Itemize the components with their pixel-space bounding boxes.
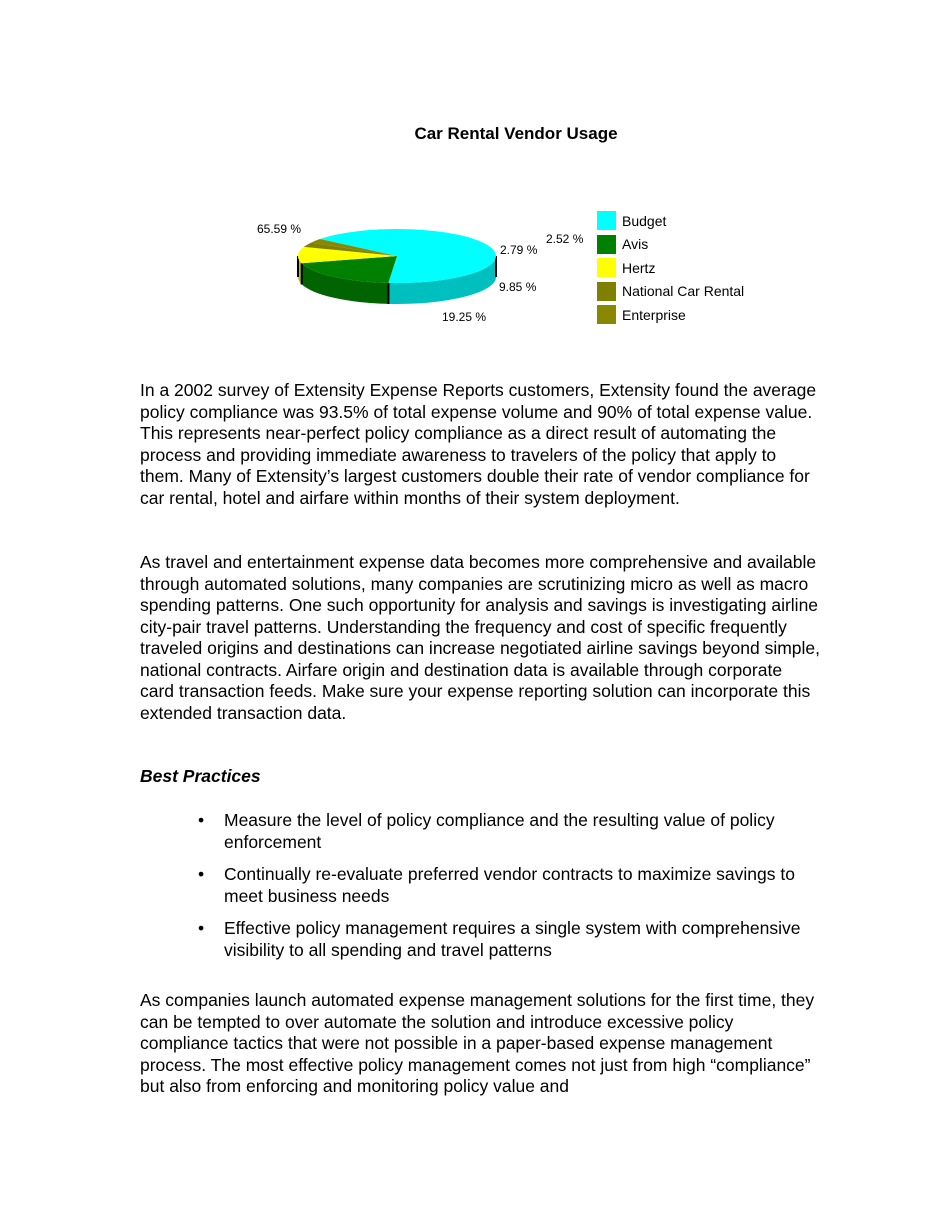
best-practices-heading: Best Practices xyxy=(140,766,261,786)
best-practices-list xyxy=(140,810,830,972)
data-label-enterprise: 2.52 % xyxy=(546,232,584,246)
paragraph-spending-patterns: As travel and entertainment expense data becomes more comprehensive and available through automated solutions, many companies are scrutinizing micro as well as macro spending patterns. One such opportunity for analysis and savings is investigating airline city-pair travel patterns. Understanding the frequency and cost of specific frequently traveled origins and destinations can increase negotiated airline savings beyond simple, national contracts. Airfare origin and destination data is available through corporate card transaction feeds. Make sure your expense reporting solution can incorporate this extended transaction data. xyxy=(140,552,820,723)
paragraph-automation: As companies launch automated expense management solutions for the first time, they can be tempted to over automate the solution and introduce excessive policy compliance tactics that were not possible in a paper-based expense management process. The most effective policy management comes not just from high “compliance” but also from enforcing and monitoring policy value and xyxy=(140,990,815,1096)
legend-item-national xyxy=(597,280,744,304)
legend-swatch-national xyxy=(597,282,616,301)
bullet-icon: • xyxy=(198,918,205,938)
legend-label-enterprise: Enterprise xyxy=(622,306,686,323)
chart-title: Car Rental Vendor Usage xyxy=(414,124,618,143)
list-item xyxy=(140,918,830,961)
data-label-national-car-rental: 2.79 % xyxy=(500,243,538,257)
chart-legend xyxy=(597,209,744,327)
legend-label-budget: Budget xyxy=(622,212,667,229)
paragraph-survey: In a 2002 survey of Extensity Expense Reports customers, Extensity found the average policy compliance was 93.5% of total expense volume and 90% of total expense value. This represents near-perfect policy compliance as a direct result of automating the process and providing immediate awareness to travelers of the policy that apply to them. Many of Extensity’s largest customers double their rate of vendor compliance for car rental, hotel and airfare within months of their system deployment. xyxy=(140,380,817,508)
bullet-icon: • xyxy=(198,810,205,830)
legend-item-budget xyxy=(597,209,744,233)
list-item xyxy=(140,810,830,853)
list-item-text: Continually re-evaluate preferred vendor contracts to maximize savings to meet business needs xyxy=(224,864,795,906)
pie-chart xyxy=(250,205,595,335)
legend-swatch-hertz xyxy=(597,258,616,277)
legend-label-hertz: Hertz xyxy=(622,259,656,276)
list-item-text: Effective policy management requires a single system with comprehensive visibility to all spending and travel patterns xyxy=(224,918,801,960)
legend-item-avis xyxy=(597,233,744,257)
bullet-icon: • xyxy=(198,864,205,884)
legend-label-national: National Car Rental xyxy=(622,283,745,300)
legend-swatch-budget xyxy=(597,211,616,230)
legend-swatch-enterprise xyxy=(597,305,616,324)
data-label-hertz: 9.85 % xyxy=(499,280,537,294)
legend-item-hertz xyxy=(597,256,744,280)
data-label-budget: 65.59 % xyxy=(257,222,302,236)
legend-label-avis: Avis xyxy=(622,236,649,253)
legend-swatch-avis xyxy=(597,235,616,254)
legend-item-enterprise xyxy=(597,303,744,327)
list-item-text: Measure the level of policy compliance and the resulting value of policy enforcement xyxy=(224,810,775,852)
list-item xyxy=(140,864,830,907)
data-label-avis: 19.25 % xyxy=(442,310,487,324)
